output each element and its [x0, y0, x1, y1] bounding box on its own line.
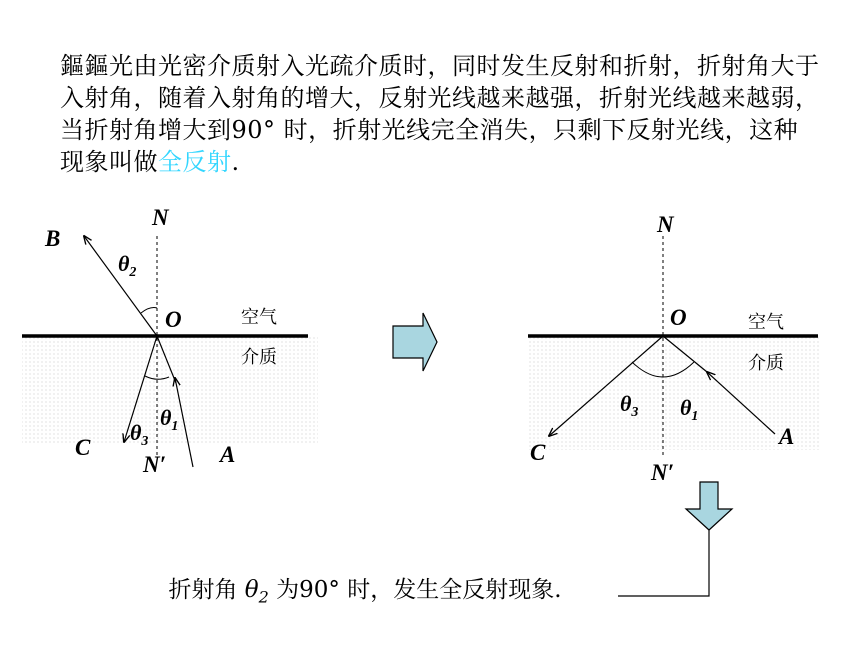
caption-connector-line: [618, 530, 709, 596]
caption-theta: θ: [244, 577, 259, 603]
intro-text: 鏂鏂光由光密介质射入光疏介质时，同时发生反射和折射，折射角大于入射角，随着入射角的增大，反射光线越来越强，折射光线越来越弱，当折射角增大到90° 时，折射光线完全消失，只剩下反射光线，这种现象叫做: [60, 52, 820, 176]
caption-suffix: 为90° 时，发生全反射现象.: [268, 577, 562, 603]
left-label-c: C: [75, 435, 91, 460]
conclusion-caption: [130, 573, 600, 615]
left-label-b: B: [45, 226, 61, 251]
caption-theta-sub: 2: [258, 587, 269, 607]
caption-prefix: 折射角: [168, 577, 245, 603]
total-reflection-term: 全反射: [158, 148, 232, 176]
intro-period: .: [231, 148, 240, 176]
left-theta3: $\theta_3$: [130, 420, 149, 449]
left-theta2: $\theta_2$: [118, 251, 137, 280]
right-diagram: [528, 212, 820, 485]
left-diagram: [22, 205, 318, 477]
left-theta1: $\theta_1$: [160, 405, 179, 434]
left-label-a: A: [220, 442, 236, 467]
left-label-n: N: [152, 205, 169, 230]
transition-arrow-icon: [393, 313, 437, 371]
right-theta1: $\theta_1$: [680, 395, 699, 424]
right-label-n: N: [657, 212, 674, 237]
right-label-a: A: [779, 424, 795, 449]
left-theta2-arc: [141, 308, 157, 313]
right-label-o: O: [670, 305, 687, 330]
left-label-air: 空气: [241, 307, 277, 328]
left-label-medium: 介质: [241, 347, 277, 368]
left-label-o: O: [165, 307, 182, 332]
left-label-n-prime: N′: [143, 452, 167, 477]
right-label-n-prime: N′: [651, 460, 675, 485]
right-theta3: $\theta_3$: [620, 391, 639, 420]
down-arrow-icon: [686, 482, 732, 530]
right-label-medium: 介质: [748, 353, 784, 374]
right-label-air: 空气: [748, 312, 784, 333]
right-label-c: C: [530, 440, 546, 465]
